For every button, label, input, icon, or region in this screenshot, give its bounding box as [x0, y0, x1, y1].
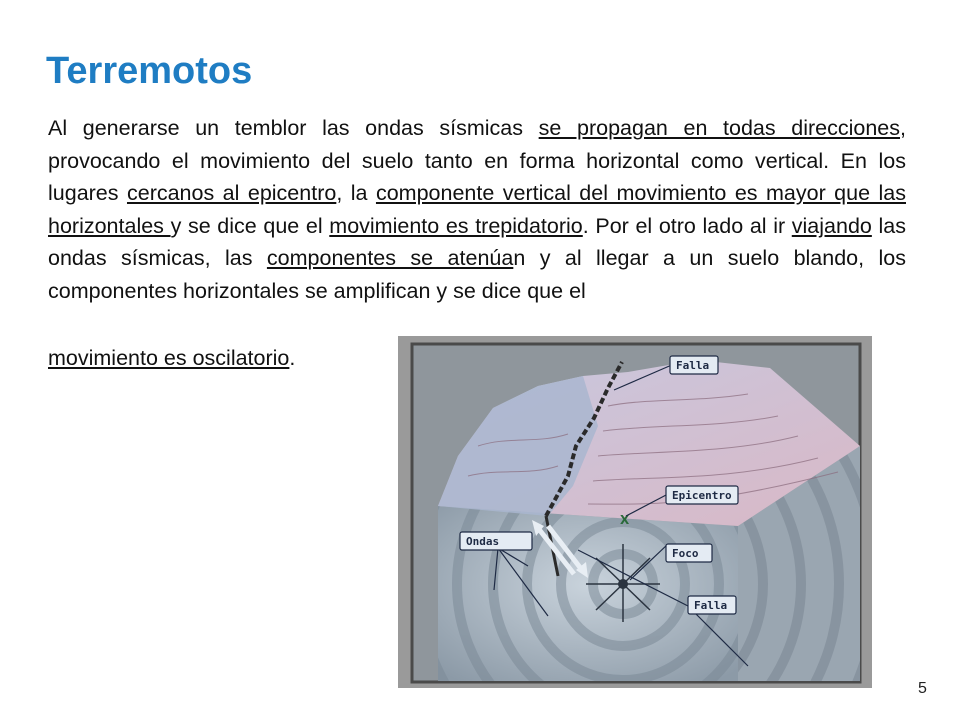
underlined-phrase: componente vertical del movimiento es mayor que las horizontales — [48, 181, 906, 238]
svg-text:Falla: Falla — [694, 599, 728, 612]
label-falla-top — [670, 356, 718, 374]
svg-text:Foco: Foco — [672, 547, 699, 560]
earthquake-diagram — [398, 336, 872, 688]
epicenter-mark: X — [620, 513, 630, 527]
svg-text:Epicentro: Epicentro — [672, 489, 732, 502]
label-epicentro — [666, 486, 738, 504]
body-last-line — [48, 346, 295, 371]
text-segment: . — [289, 346, 296, 370]
label-falla-bottom — [688, 596, 736, 614]
svg-text:Ondas: Ondas — [466, 535, 500, 548]
underlined-phrase: viajando — [791, 213, 872, 238]
text-segment: y se dice que el — [170, 213, 330, 238]
underlined-phrase: componentes se atenúa — [266, 246, 514, 271]
underlined-phrase: movimiento es trepidatorio — [329, 213, 583, 238]
underlined-phrase: se propagan en todas direcciones — [538, 116, 901, 140]
body-paragraph — [48, 112, 906, 308]
text-segment: las ondas sísmicas, las — [48, 213, 906, 271]
page-number: 5 — [918, 680, 927, 697]
text-segment: Al generarse un temblor las ondas sísmicas — [48, 116, 539, 140]
text-segment: , provocando el movimiento del suelo tanto en forma horizontal como vertical. En los lugares — [48, 116, 906, 206]
label-foco — [666, 544, 712, 562]
underlined-phrase: cercanos al epicentro — [126, 181, 337, 206]
text-segment: . Por el otro lado al ir — [582, 213, 792, 238]
label-ondas — [460, 532, 532, 550]
earthquake-diagram-svg — [398, 336, 872, 688]
svg-text:Falla: Falla — [676, 359, 710, 372]
underlined-phrase: movimiento es oscilatorio — [48, 346, 290, 370]
text-segment: n y al llegar a un suelo blando, los componentes horizontales se amplifican y se dice que el — [48, 246, 907, 303]
slide-title: Terremotos — [46, 50, 253, 92]
text-segment: , la — [336, 181, 376, 206]
